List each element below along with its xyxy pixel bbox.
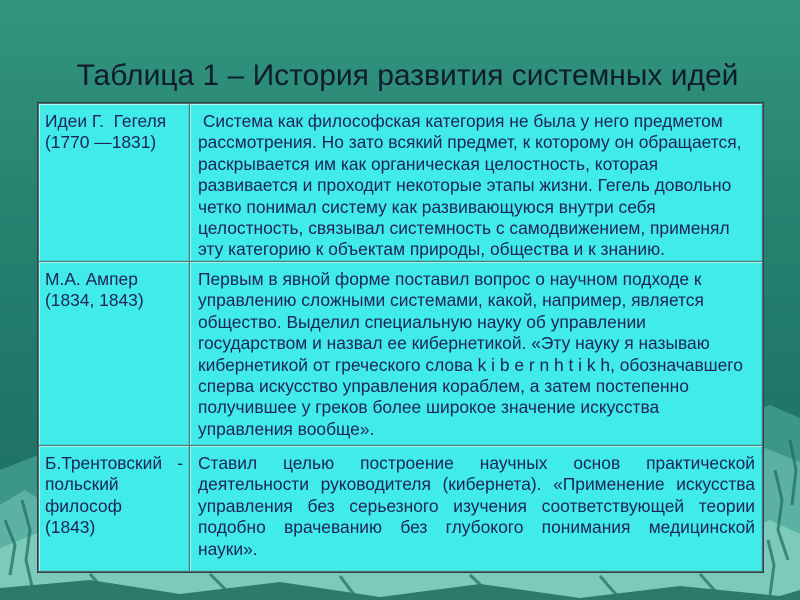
description-line: управления без серьезного изучения соответствующей теории (198, 495, 755, 516)
description-line: развивается и проходит некоторые этапы жизни. Гегель довольно (198, 175, 732, 196)
description-line: получившее у греков более широкое значение искусства (198, 397, 660, 418)
description-line: четко понимал систему как развивающуюся внутри себя (198, 196, 656, 217)
description-cell (190, 446, 763, 572)
philosopher-line: Идеи Г. Гегеля (45, 111, 167, 131)
description-line: целостность, связывал системность с самодвижением, применял (198, 217, 730, 238)
description-line: эту категорию к объектам природы, общества и к знанию. (198, 239, 665, 260)
philosopher-line: (1834, 1843) (45, 290, 144, 311)
description-line: кибернетикой от греческого слова k i b e r n h t i k h, обозначавшего (198, 354, 743, 375)
description-line: Система как философская категория не была у него предметом (198, 111, 723, 131)
description-line: Ставил целью построение научных основ практической (198, 453, 755, 473)
description-line: рассмотрения. Но зато всякий предмет, к которому он обращается, (198, 132, 742, 153)
philosopher-line: польский (45, 474, 119, 495)
description-line: государством и назвал ее кибернетикой. «Эту науку я называю (198, 333, 710, 354)
philosopher-line: (1770 —1831) (45, 132, 157, 153)
description-line: управления вообще». (198, 418, 375, 439)
description-line: подобно врачеванию без глубокого понимания медицинской (198, 517, 755, 538)
description-line: общество. Выделил специальную науку об управлении (198, 311, 646, 332)
philosopher-cell (38, 262, 190, 446)
description-line: управлению сложными системами, какой, например, является (198, 290, 704, 311)
description-line: Первым в явной форме поставил вопрос о научном подходе к (198, 269, 702, 289)
slide-title: Таблица 1 – История развития системных идей (76, 59, 739, 92)
philosopher-cell (38, 446, 190, 572)
philosopher-line: М.А. Ампер (45, 269, 138, 289)
philosopher-line: Б.Трентовский - (45, 453, 183, 473)
philosopher-line: (1843) (45, 517, 96, 538)
description-line: деятельности руководителя (кибернета). «Применение искусства (198, 474, 755, 495)
description-line: раскрывается им как органическая целостность, которая (198, 153, 659, 174)
description-cell (190, 103, 763, 262)
description-cell (190, 262, 763, 446)
philosopher-line: философ (45, 495, 122, 516)
philosopher-cell (38, 103, 190, 262)
description-line: сперва искусство управления кораблем, а затем постепенно (198, 375, 689, 396)
description-line: науки». (198, 538, 258, 559)
history-table (38, 103, 763, 572)
